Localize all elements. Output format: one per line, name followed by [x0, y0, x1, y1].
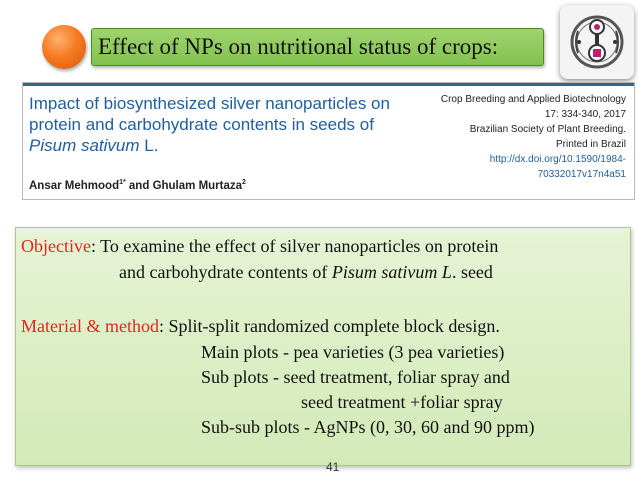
objective-text: . seed: [451, 262, 493, 282]
main-plots-line: Main plots - pea varieties (3 pea varieties): [201, 342, 505, 362]
author-affiliation: 1*: [119, 179, 126, 186]
paper-citation-box: [22, 82, 635, 200]
journal-line: Brazilian Society of Plant Breeding.: [469, 124, 626, 135]
objective-label: Objective: [21, 236, 91, 256]
paper-title-suffix: L.: [139, 136, 159, 155]
sub-sub-plots-line: Sub-sub plots - AgNPs (0, 30, 60 and 90 ppm): [201, 417, 535, 437]
logo-emblem-icon: [566, 11, 628, 73]
method-label: Material & method: [21, 316, 159, 336]
author-name: Ghulam Murtaza: [152, 179, 243, 192]
university-logo: [560, 5, 634, 79]
objective-species: Pisum sativum L: [331, 262, 452, 282]
paper-title-line: [29, 135, 449, 156]
author-name: Ansar Mehmood: [29, 179, 120, 192]
objective-line: [21, 236, 498, 257]
authors-conjunction: and: [125, 179, 153, 192]
author-affiliation: 2: [242, 179, 246, 186]
paper-authors: [29, 179, 246, 192]
paper-title-line: Impact of biosynthesized silver nanoparticles on: [29, 94, 390, 113]
method-text: : Split-split randomized complete block design.: [158, 316, 500, 336]
journal-line: Printed in Brazil: [555, 139, 626, 150]
slide-title-banner: [91, 28, 544, 66]
paper-title-species: Pisum sativum: [29, 136, 140, 155]
paper-header-rule: [23, 83, 634, 86]
journal-info: [441, 92, 626, 182]
sub-plots-line: seed treatment +foliar spray: [301, 392, 503, 412]
sub-plots-line: Sub plots - seed treatment, foliar spray and: [201, 367, 510, 387]
paper-title: [29, 93, 449, 156]
orange-bullet-circle: [42, 25, 86, 69]
paper-title-line: protein and carbohydrate contents in seeds of: [29, 115, 374, 134]
slide-title: Effect of NPs on nutritional status of crops:: [98, 34, 499, 59]
objective-text: and carbohydrate contents of: [119, 262, 332, 282]
doi-link[interactable]: 70332017v17n4a51: [537, 169, 626, 180]
journal-line: 17: 334-340, 2017: [544, 109, 626, 120]
study-details-box: [15, 227, 631, 466]
objective-line: [119, 262, 493, 283]
doi-link[interactable]: http://dx.doi.org/10.1590/1984-: [489, 154, 626, 165]
page-number: 41: [326, 460, 340, 474]
objective-text: : To examine the effect of silver nanoparticles on protein: [90, 236, 499, 256]
journal-line: Crop Breeding and Applied Biotechnology: [440, 94, 626, 105]
method-line: [21, 316, 500, 337]
